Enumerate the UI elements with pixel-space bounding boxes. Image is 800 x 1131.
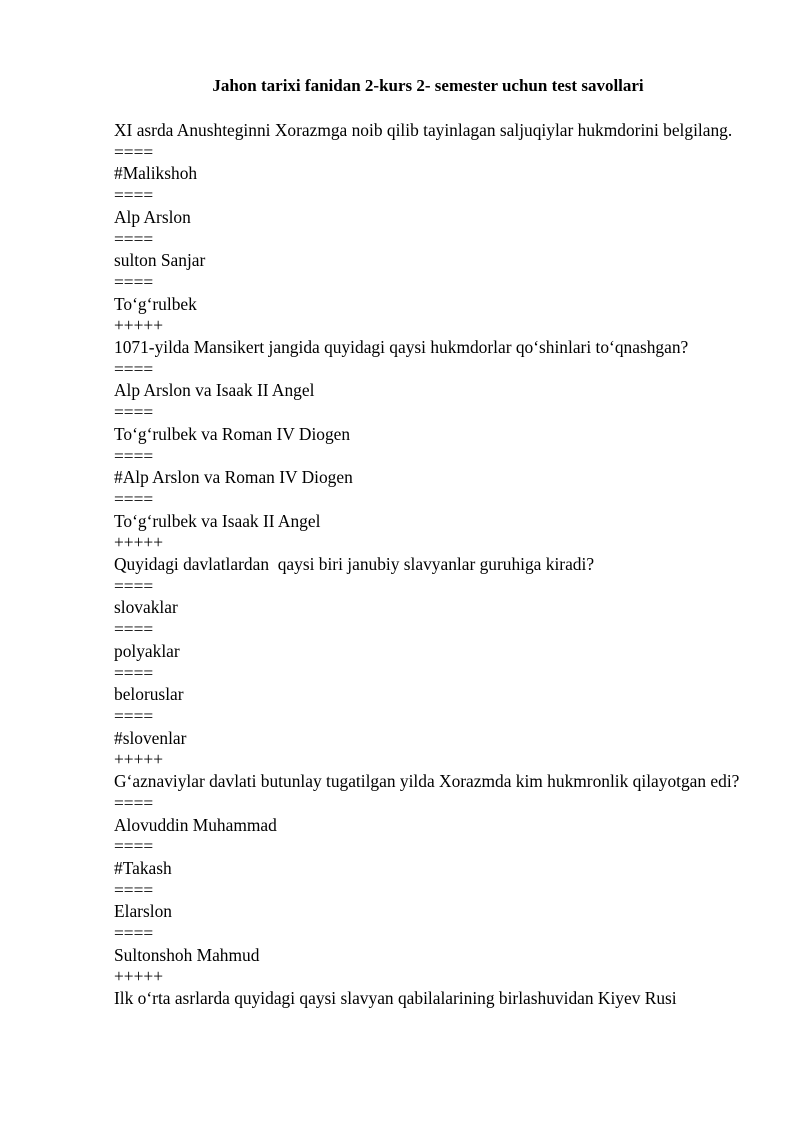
document-line: ==== bbox=[114, 836, 154, 857]
document-line: #Malikshoh bbox=[114, 163, 198, 184]
document-line: ==== bbox=[114, 228, 154, 249]
document-line: Alp Arslon bbox=[114, 206, 191, 227]
document-line: Elarslon bbox=[114, 901, 172, 922]
document-line: G‘aznaviylar davlati butunlay tugatilgan yilda Xorazmda kim hukmronlik qilayotgan edi? bbox=[114, 771, 740, 792]
document-line: #Alp Arslon va Roman IV Diogen bbox=[114, 467, 353, 488]
document-line: #slovenlar bbox=[114, 727, 187, 748]
document-line: polyaklar bbox=[114, 640, 180, 661]
document-line: ==== bbox=[114, 445, 154, 466]
document-line: #Takash bbox=[114, 857, 172, 878]
document-line: +++++ bbox=[114, 532, 164, 553]
document-line: slovaklar bbox=[114, 597, 178, 618]
document-line: ==== bbox=[114, 358, 154, 379]
document-line: ==== bbox=[114, 141, 154, 162]
document-line: Alovuddin Muhammad bbox=[114, 814, 277, 835]
document-line: To‘g‘rulbek va Isaak II Angel bbox=[114, 510, 321, 531]
document-line: Alp Arslon va Isaak II Angel bbox=[114, 380, 315, 401]
document-body bbox=[114, 120, 754, 1010]
document-line: +++++ bbox=[114, 315, 164, 336]
document-line: ==== bbox=[114, 662, 154, 683]
document-line: To‘g‘rulbek va Roman IV Diogen bbox=[114, 423, 351, 444]
document-line: ==== bbox=[114, 792, 154, 813]
document-line: Ilk o‘rta asrlarda quyidagi qaysi slavyan qabilalarining birlashuvidan Kiyev Rusi bbox=[114, 988, 677, 1009]
document-line: ==== bbox=[114, 619, 154, 640]
document-line: +++++ bbox=[114, 749, 164, 770]
document-line: ==== bbox=[114, 402, 154, 423]
document-line: beloruslar bbox=[114, 684, 184, 705]
document-line: XI asrda Anushteginni Xorazmga noib qilib tayinlagan saljuqiylar hukmdorini belgilang. bbox=[114, 120, 733, 140]
document-line: +++++ bbox=[114, 966, 164, 987]
document-line: ==== bbox=[114, 185, 154, 206]
document-line: ==== bbox=[114, 575, 154, 596]
document-line: ==== bbox=[114, 879, 154, 900]
document-line: sulton Sanjar bbox=[114, 250, 206, 271]
document-title: Jahon tarixi fanidan 2-kurs 2- semester uchun test savollari bbox=[212, 76, 644, 95]
document-line: ==== bbox=[114, 705, 154, 726]
document-line: Quyidagi davlatlardan qaysi biri janubiy slavyanlar guruhiga kiradi? bbox=[114, 554, 595, 575]
document-line: ==== bbox=[114, 271, 154, 292]
document-line: ==== bbox=[114, 488, 154, 509]
document-line: Sultonshoh Mahmud bbox=[114, 944, 260, 965]
document-line: To‘g‘rulbek bbox=[114, 293, 197, 314]
document-line: 1071-yilda Mansikert jangida quyidagi qaysi hukmdorlar qo‘shinlari to‘qnashgan? bbox=[114, 337, 689, 358]
document-line: ==== bbox=[114, 923, 154, 944]
